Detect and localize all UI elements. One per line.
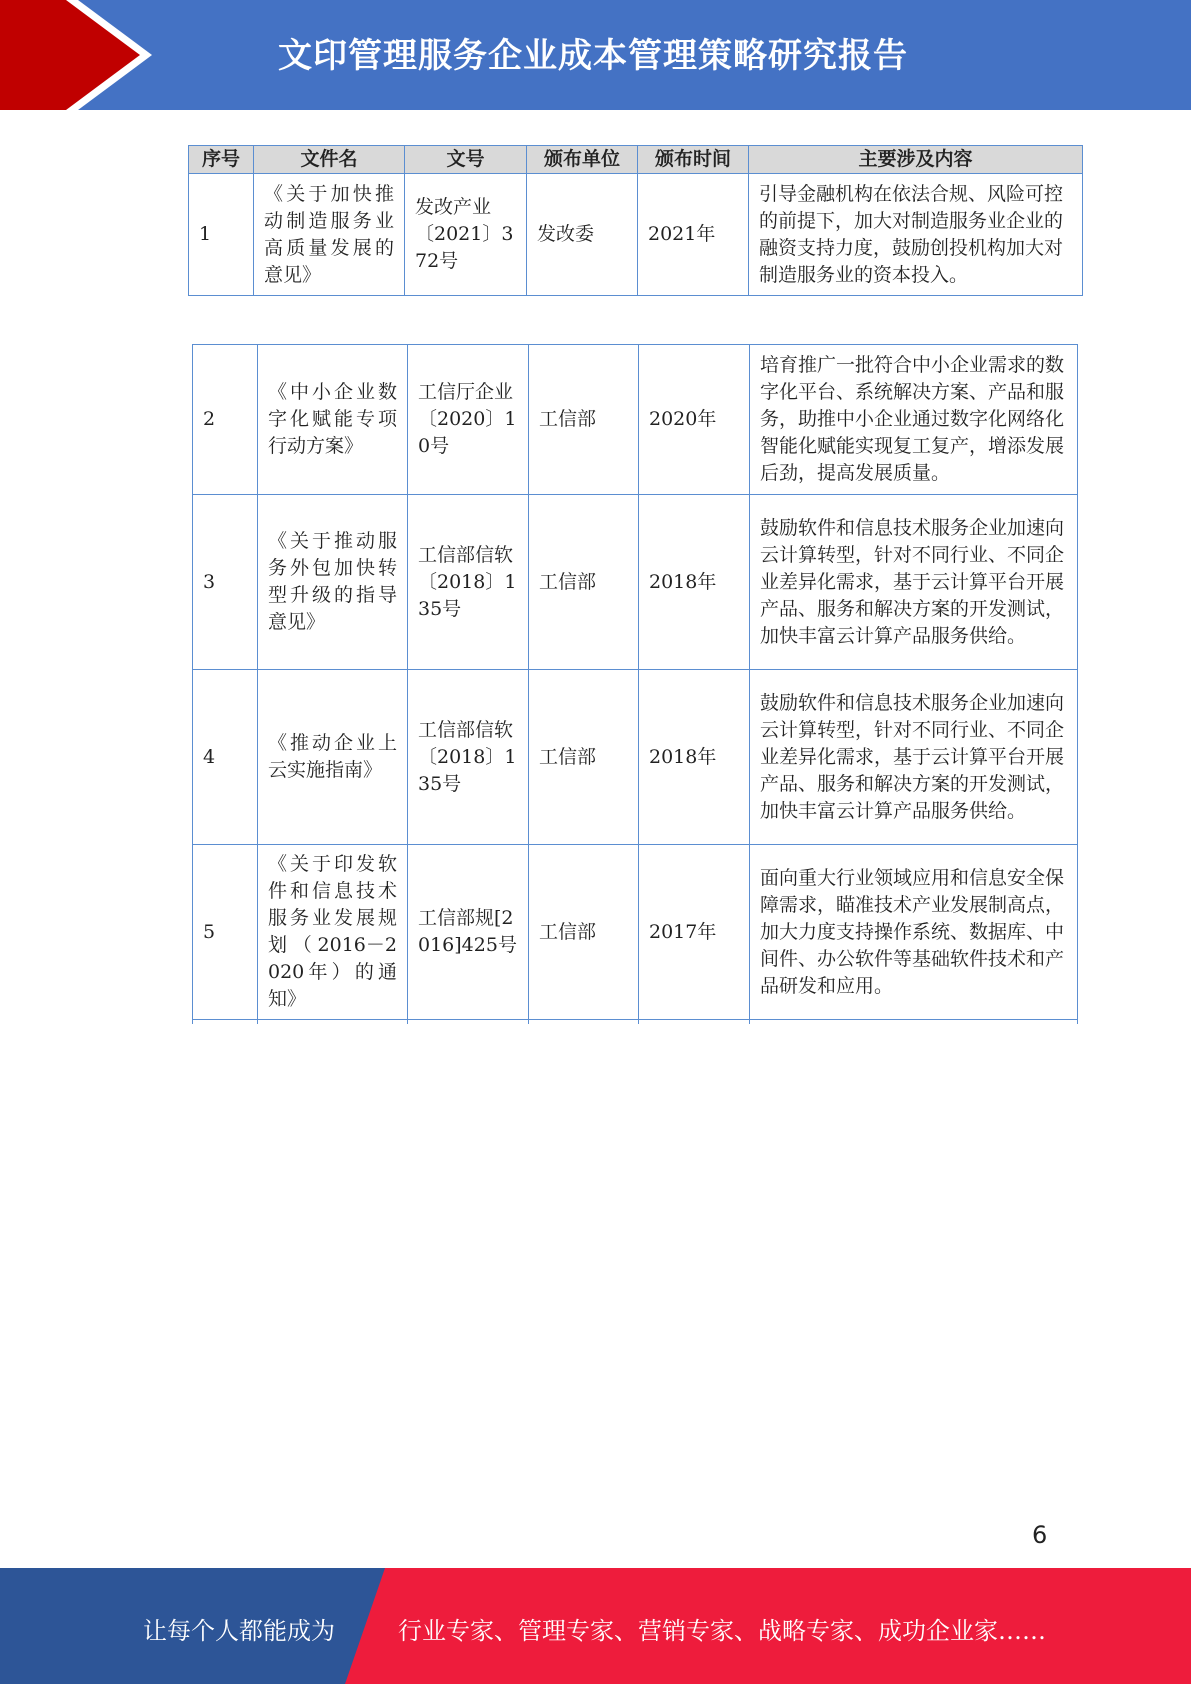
cell-issuer: 工信部 — [529, 845, 639, 1020]
cell-issuer: 发改委 — [527, 174, 638, 296]
table-row-cutoff — [193, 1020, 1078, 1025]
header-cell-content: 主要涉及内容 — [749, 146, 1083, 174]
header-banner — [0, 0, 1191, 110]
cell-date: 2018年 — [639, 670, 750, 845]
header-cell-name: 文件名 — [254, 146, 405, 174]
header-cell-doc-no: 文号 — [405, 146, 527, 174]
header-cell-date: 颁布时间 — [638, 146, 749, 174]
table-header-row — [189, 146, 1083, 174]
cell-doc-no: 工信部信软〔2018〕135号 — [408, 495, 529, 670]
policy-table-continued — [192, 344, 1078, 1024]
cell-issuer: 工信部 — [529, 670, 639, 845]
table-row — [189, 174, 1083, 296]
cell-doc-no: 发改产业〔2021〕372号 — [405, 174, 527, 296]
cell-issuer: 工信部 — [529, 495, 639, 670]
cell-name: 《中小企业数字化赋能专项行动方案》 — [258, 345, 408, 495]
footer-slogan-right: 行业专家、管理专家、营销专家、战略专家、成功企业家…… — [398, 1617, 1046, 1645]
cell-no: 2 — [193, 345, 258, 495]
header-cell-issuer: 颁布单位 — [527, 146, 638, 174]
cell-date: 2020年 — [639, 345, 750, 495]
cell-content: 鼓励软件和信息技术服务企业加速向云计算转型，针对不同行业、不同企业差异化需求，基于云计算平台开展产品、服务和解决方案的开发测试，加快丰富云计算产品服务供给。 — [750, 495, 1078, 670]
table-row — [193, 845, 1078, 1020]
cell-date: 2018年 — [639, 495, 750, 670]
table-row — [193, 670, 1078, 845]
cell-name: 《关于印发软件和信息技术服务业发展规划（2016－2020年）的通知》 — [258, 845, 408, 1020]
cell-date: 2021年 — [638, 174, 749, 296]
table-row — [193, 345, 1078, 495]
cell-name: 《关于推动服务外包加快转型升级的指导意见》 — [258, 495, 408, 670]
table-row — [193, 495, 1078, 670]
cell-no: 3 — [193, 495, 258, 670]
cell-name: 《关于加快推动制造服务业高质量发展的意见》 — [254, 174, 405, 296]
chevron-red-decoration — [0, 0, 140, 110]
footer-slogan-left: 让每个人都能成为 — [143, 1617, 335, 1645]
cell-no: 5 — [193, 845, 258, 1020]
page-number: 6 — [1032, 1521, 1048, 1549]
cell-content: 培育推广一批符合中小企业需求的数字化平台、系统解决方案、产品和服务，助推中小企业通过数字化网络化智能化赋能实现复工复产，增添发展后劲，提高发展质量。 — [750, 345, 1078, 495]
cell-issuer: 工信部 — [529, 345, 639, 495]
policy-table-top — [188, 145, 1083, 296]
footer-banner — [0, 1568, 1191, 1684]
cell-name: 《推动企业上云实施指南》 — [258, 670, 408, 845]
cell-date: 2017年 — [639, 845, 750, 1020]
cell-doc-no: 工信厅企业〔2020〕10号 — [408, 345, 529, 495]
cell-content: 引导金融机构在依法合规、风险可控的前提下，加大对制造服务业企业的融资支持力度，鼓励创投机构加大对制造服务业的资本投入。 — [749, 174, 1083, 296]
cell-doc-no: 工信部规[2016]425号 — [408, 845, 529, 1020]
cell-content: 面向重大行业领域应用和信息安全保障需求，瞄准技术产业发展制高点，加大力度支持操作系统、数据库、中间件、办公软件等基础软件技术和产品研发和应用。 — [750, 845, 1078, 1020]
cell-content: 鼓励软件和信息技术服务企业加速向云计算转型，针对不同行业、不同企业差异化需求，基于云计算平台开展产品、服务和解决方案的开发测试，加快丰富云计算产品服务供给。 — [750, 670, 1078, 845]
cell-doc-no: 工信部信软〔2018〕135号 — [408, 670, 529, 845]
header-cell-no: 序号 — [189, 146, 254, 174]
cell-no: 4 — [193, 670, 258, 845]
cell-no: 1 — [189, 174, 254, 296]
page-title: 文印管理服务企业成本管理策略研究报告 — [278, 36, 908, 76]
